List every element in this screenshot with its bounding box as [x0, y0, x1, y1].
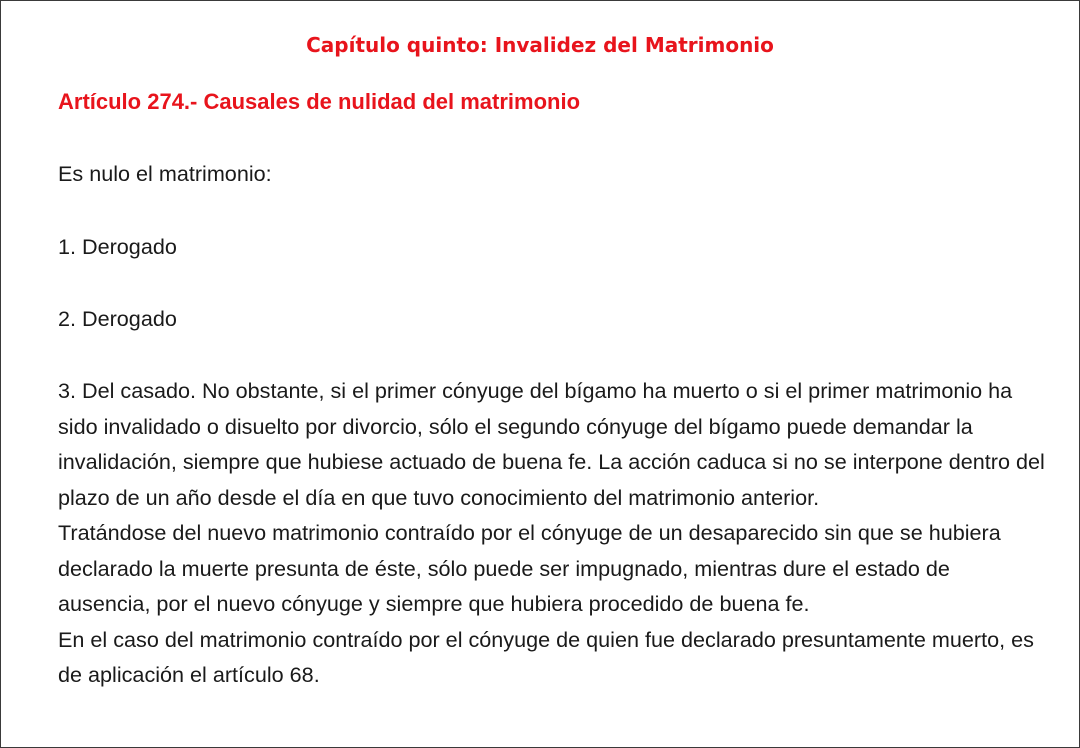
- item3-paragraph-3: En el caso del matrimonio contraído por el cónyuge de quien fue declarado presuntamente muerto, es de aplicación el artículo 68.: [58, 626, 1034, 687]
- item3-paragraph-1: 3. Del casado. No obstante, si el primer cónyuge del bígamo ha muerto o si el primer matrimonio ha sido invalidado o disuelto por divorcio, sólo el segundo cónyuge del bígamo puede demandar la invalidación, siempre que hubiese actuado de buena fe. La acción caduca si no se interpone dentro del plazo de un año desde el día en que tuvo conocimiento del matrimonio anterior.: [58, 378, 1045, 510]
- article-title: Artículo 274.- Causales de nulidad del matrimonio: [58, 89, 581, 114]
- chapter-title: Capítulo quinto: Invalidez del Matrimonio: [306, 33, 774, 57]
- list-item-3: [58, 373, 1048, 693]
- intro-text: Es nulo el matrimonio:: [58, 161, 272, 186]
- list-item-1: 1. Derogado: [58, 234, 177, 259]
- item3-paragraph-2: Tratándose del nuevo matrimonio contraído por el cónyuge de un desaparecido sin que se hubiera declarado la muerte presunta de éste, sólo puede ser impugnado, mientras dure el estado de ausencia, por el nuevo cónyuge y siempre que hubiera procedido de buena fe.: [58, 520, 1001, 616]
- list-item-2: 2. Derogado: [58, 306, 177, 331]
